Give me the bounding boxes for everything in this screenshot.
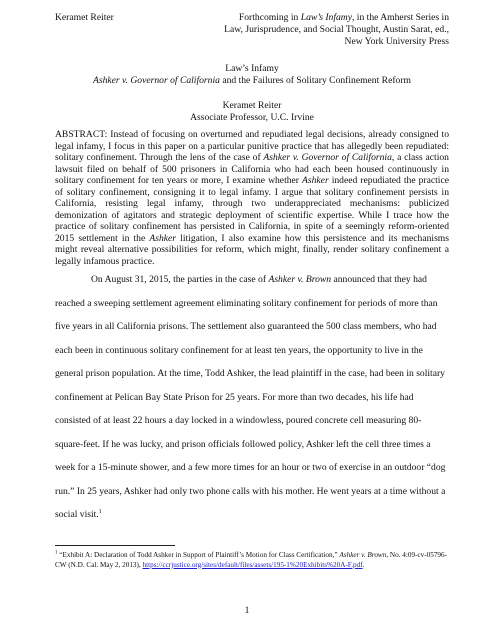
header-publisher-line: New York University Press: [344, 36, 449, 47]
paper-title: [55, 63, 449, 86]
footnote-reference[interactable]: 1: [98, 508, 102, 515]
header-series-line: Law, Jurisprudence, and Social Thought, Austin Sarat, ed.,: [224, 24, 449, 35]
footnote-number: 1: [55, 550, 58, 556]
title-line-1: Law’s Infamy: [225, 63, 279, 74]
header-forthcoming-line: Forthcoming in Law’s Infamy, in the Amherst Series in: [238, 12, 449, 23]
footnote-divider: [55, 545, 175, 546]
abstract-paragraph: ABSTRACT: Instead of focusing on overturned and repudiated legal decisions, already consigned to legal infamy, I focus in this paper on a particular punitive practice that has allegedly been repudiated: solitary confinement. Through the lens of the case of Ashker v. Governor of California, a class action lawsuit filed on behalf of 500 prisoners in California who had each been housed continuously in solitary confinement for ten years or more, I examine whether Ashker indeed repudiated the practice of solitary confinement, consigning it to legal infamy. I argue that solitary confinement persists in California, resisting legal infamy, through two underappreciated mechanisms: publicized demonization of agitators and strategic deployment of scientific expertise. While I trace how the practice of solitary confinement has persisted in California, in spite of a seemingly reform-oriented 2015 settlement in the Ashker litigation, I also examine how this persistence and its mechanisms might reveal alternative possibilities for reform, which might, finally, render solitary confinement a legally infamous practice.: [55, 129, 449, 267]
author-name: Keramet Reiter: [222, 100, 282, 111]
header-author: Keramet Reiter: [55, 12, 114, 23]
title-line-2: Ashker v. Governor of California and the Failures of Solitary Confinement Reform: [93, 74, 411, 86]
header-publication-info: [194, 12, 449, 48]
book-title: Law’s Infamy: [300, 12, 352, 23]
footnote: $^1$ “Exhibit A: Declaration of Todd Ashker in Support of Plaintiff’s Motion for Class Certification,” Ashker v. Brown, No. 4:09-cv-05796-CW (N.D. Cal. May 2, 2013), https://ccrjustice.org/sites/default/files/assets/195-1%20Exhibits%20A-F.pdf.: [55, 550, 448, 569]
footnote-link[interactable]: https://ccrjustice.org/sites/default/files/assets/195-1%20Exhibits%20A-F.pdf: [142, 560, 363, 569]
author-affiliation: Associate Professor, U.C. Irvine: [190, 111, 314, 123]
author-block: [55, 100, 449, 123]
body-paragraph: On August 31, 2015, the parties in the case of Ashker v. Brown announced that they had reached a sweeping settlement agreement eliminating solitary confinement for periods of more than five years in all California prisons. The settlement also guaranteed the 500 class members, who had each been in continuous solitary confinement for at least ten years, the opportunity to live in the general prison population. At the time, Todd Ashker, the lead plaintiff in the case, had been in solitary confinement at Pelican Bay State Prison for 25 years. For more than two decades, his life had consisted of at least 22 hours a day locked in a windowless, poured concrete cell measuring 80-square-feet. If he was lucky, and prison officials followed policy, Ashker left the cell three times a week for a 15-minute shower, and a few more times for an hour or two of exercise in an outdoor “dog run.” In 25 years, Ashker had only two phone calls with his mother. He went years at a time without a social visit.$^1$: [55, 274, 446, 520]
page-number: 1: [244, 605, 250, 616]
